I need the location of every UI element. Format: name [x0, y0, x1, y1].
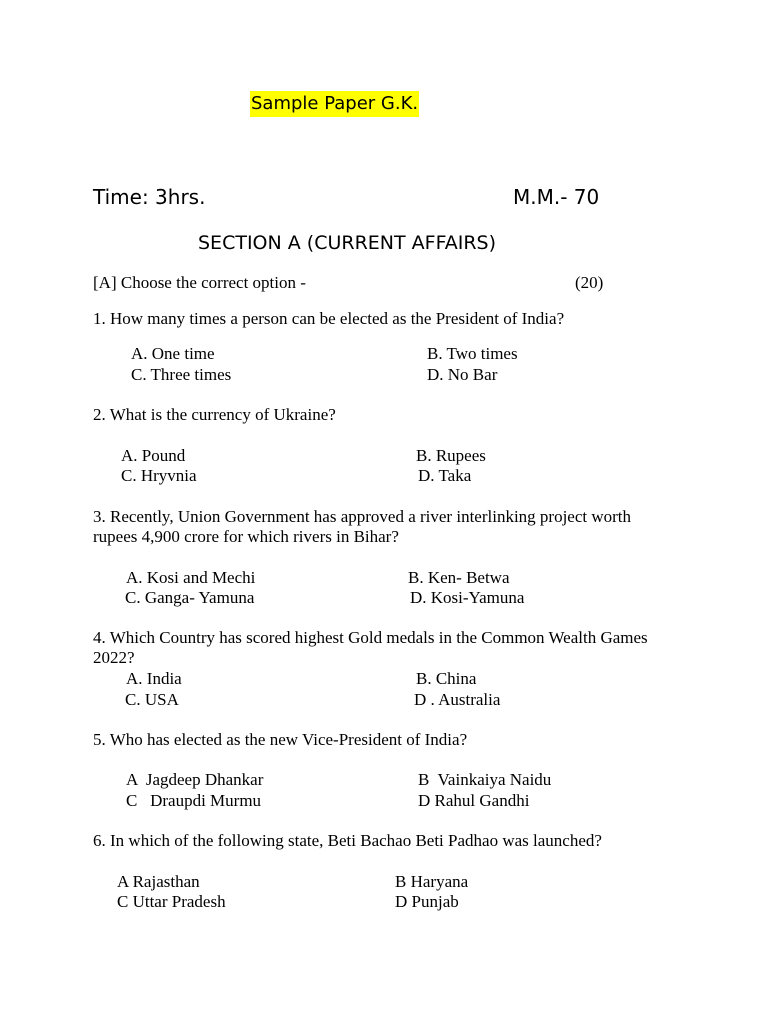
q1-option-c: C. Three times — [131, 365, 232, 384]
q3-option-d: D. Kosi-Yamuna — [410, 588, 525, 607]
question-1: 1. How many times a person can be elected as the President of India? — [93, 309, 565, 328]
q6-option-a: A Rajasthan — [117, 872, 200, 891]
q1-option-b: B. Two times — [427, 344, 518, 363]
q4-option-a: A. India — [126, 669, 182, 688]
q4-option-c: C. USA — [125, 690, 179, 709]
paper-title: Sample Paper G.K. — [250, 91, 419, 117]
question-6: 6. In which of the following state, Beti Bachao Beti Padhao was launched? — [93, 831, 602, 850]
q2-option-b: B. Rupees — [416, 446, 486, 465]
q2-option-d: D. Taka — [418, 466, 472, 485]
q5-option-b: B Vainkaiya Naidu — [418, 770, 552, 789]
q5-option-a: A Jagdeep Dhankar — [126, 770, 264, 789]
q4-option-b: B. China — [416, 669, 477, 688]
q2-option-c: C. Hryvnia — [121, 466, 197, 485]
question-4: 4. Which Country has scored highest Gold medals in the Common Wealth Games 2022? — [93, 628, 648, 667]
q4-option-d: D . Australia — [414, 690, 501, 709]
q6-option-c: C Uttar Pradesh — [117, 892, 226, 911]
q6-option-d: D Punjab — [395, 892, 459, 911]
section-heading: SECTION A (CURRENT AFFAIRS) — [198, 232, 497, 254]
question-2: 2. What is the currency of Ukraine? — [93, 405, 336, 424]
instruction-text: [A] Choose the correct option - — [93, 273, 306, 292]
question-5: 5. Who has elected as the new Vice-President of India? — [93, 730, 468, 749]
time-allowed: Time: 3hrs. — [93, 185, 206, 209]
q3-option-a: A. Kosi and Mechi — [126, 568, 256, 587]
q3-option-b: B. Ken- Betwa — [408, 568, 510, 587]
q1-option-d: D. No Bar — [427, 365, 498, 384]
question-3: 3. Recently, Union Government has approved a river interlinking project worth rupees 4,900 crore for which rivers in Bihar? — [93, 507, 632, 546]
q1-option-a: A. One time — [131, 344, 215, 363]
q5-option-c: C Draupdi Murmu — [126, 791, 262, 810]
q5-option-d: D Rahul Gandhi — [418, 791, 530, 810]
maximum-marks: M.M.- 70 — [513, 185, 600, 209]
q3-option-c: C. Ganga- Yamuna — [125, 588, 255, 607]
q6-option-b: B Haryana — [395, 872, 469, 891]
q2-option-a: A. Pound — [121, 446, 186, 465]
instruction-marks: (20) — [575, 273, 604, 292]
